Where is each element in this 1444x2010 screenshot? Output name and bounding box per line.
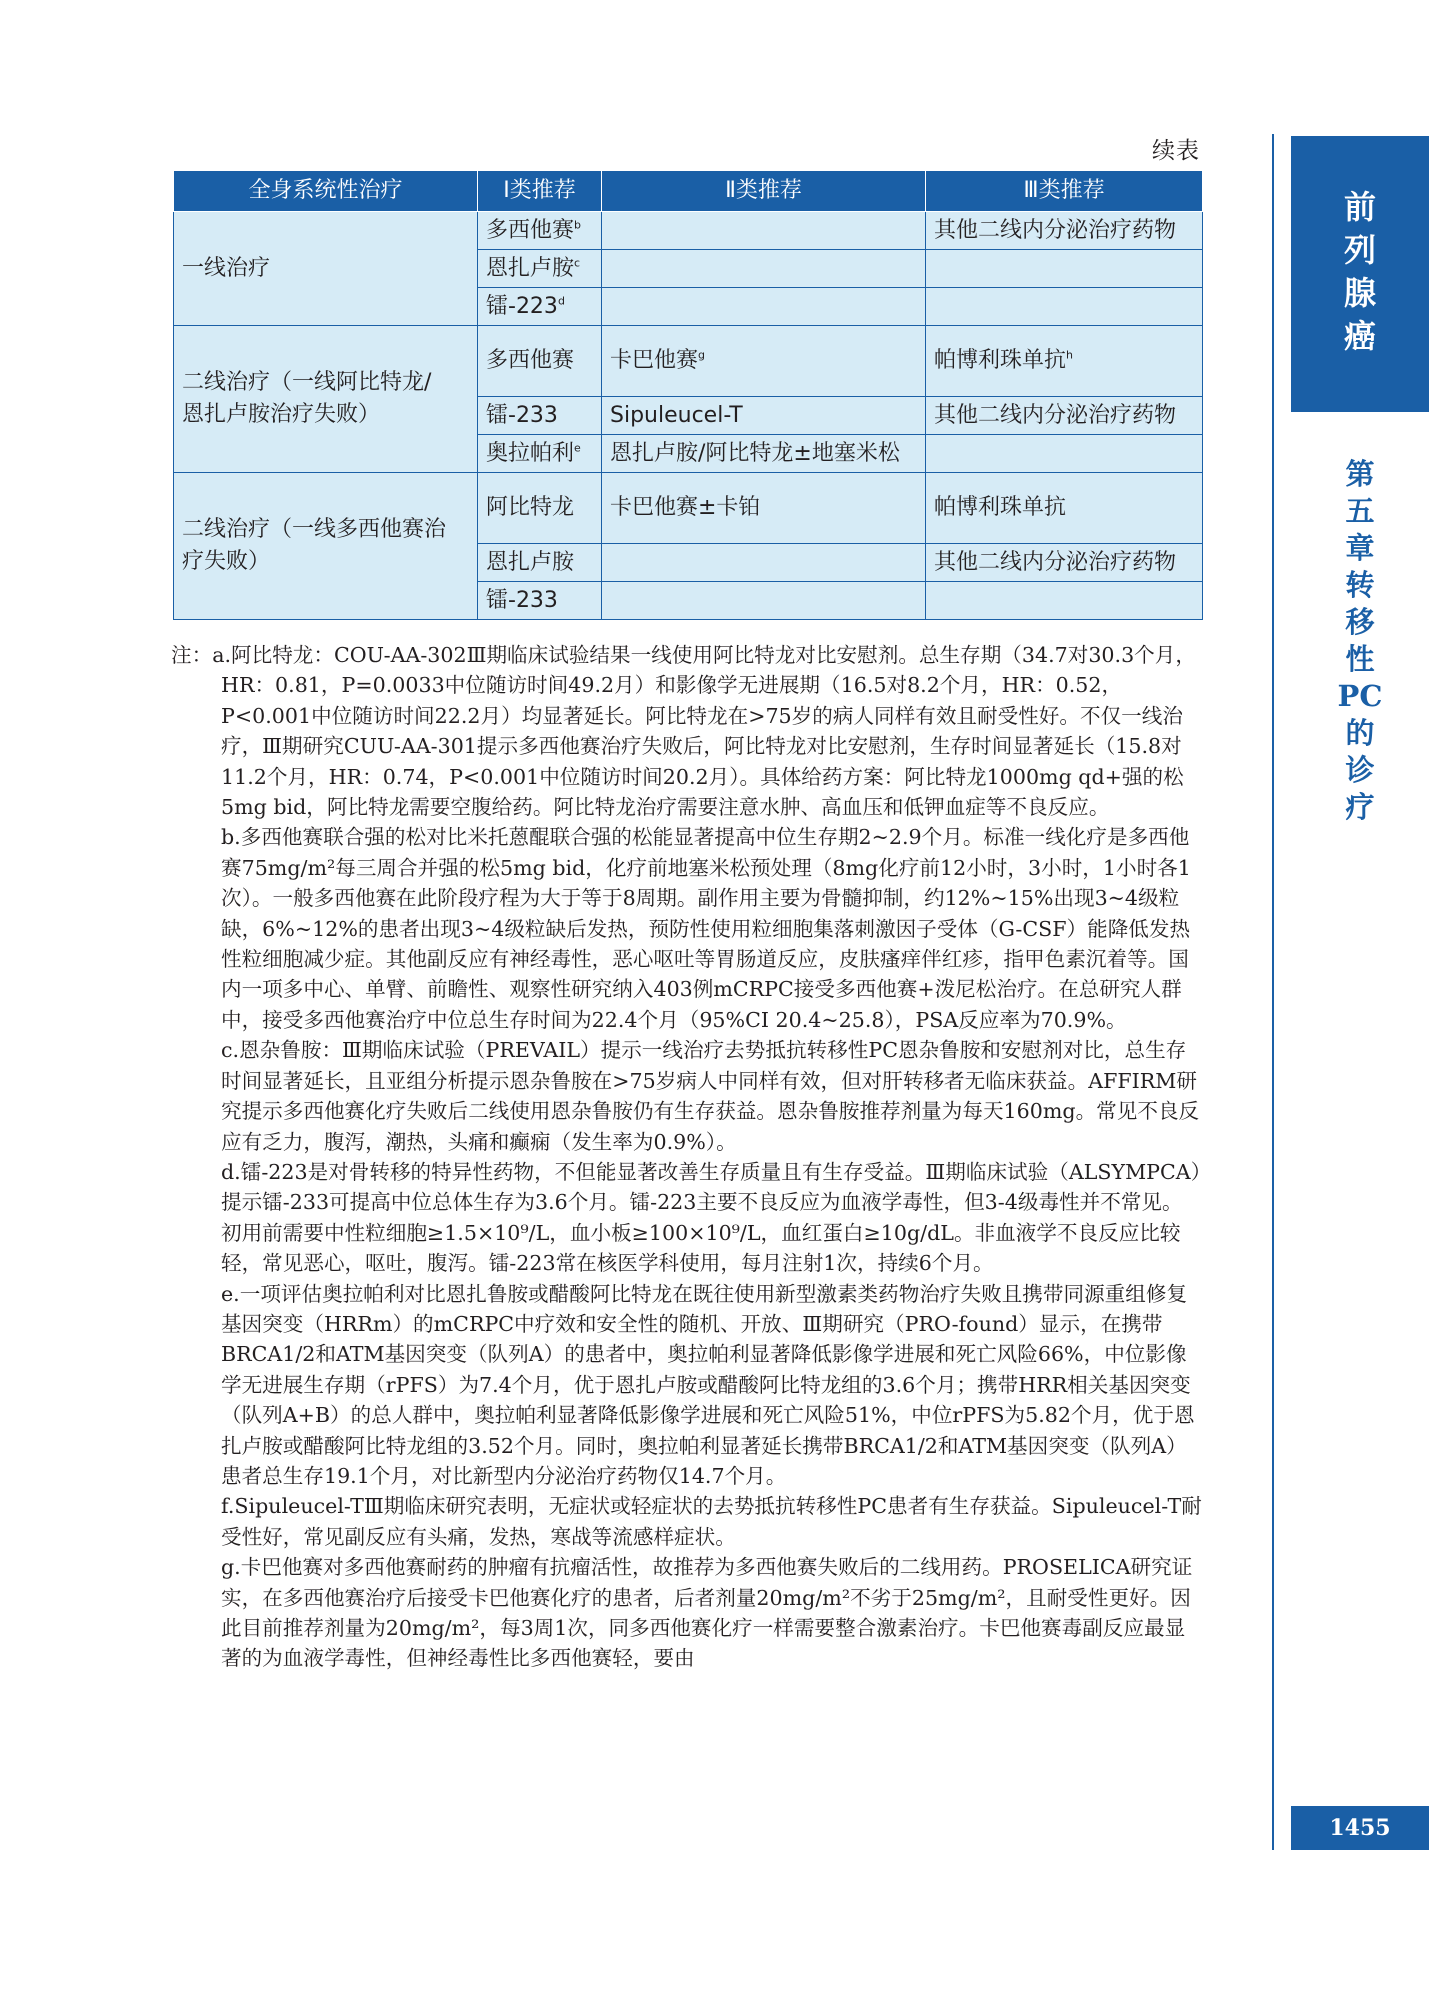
header-class-1: Ⅰ类推荐 xyxy=(478,171,602,212)
chapter-title: 第五章 转移性PC的诊疗 xyxy=(1337,457,1404,824)
category-cell xyxy=(174,326,478,473)
category-cell xyxy=(174,212,478,326)
table-header-row xyxy=(174,171,1203,212)
category-line: 恩扎卢胺治疗失败） xyxy=(182,402,381,427)
class1-cell: 多西他赛 xyxy=(478,326,602,397)
table-row xyxy=(174,326,1203,397)
class3-cell: 其他二线内分泌治疗药物 xyxy=(926,212,1203,250)
class1-cell: 镭-233 xyxy=(478,582,602,620)
category-line: 疗失败） xyxy=(182,549,271,574)
class2-cell: 卡巴他赛$^g$ xyxy=(602,326,926,397)
class3-cell xyxy=(926,288,1203,326)
class1-cell: 奥拉帕利$^e$ xyxy=(478,435,602,473)
continued-label: 续表 xyxy=(1152,138,1200,164)
page-number: 1455 xyxy=(1291,1806,1429,1850)
class1-cell: 阿比特龙 xyxy=(478,473,602,544)
class1-cell: 恩扎卢胺$^c$ xyxy=(478,250,602,288)
category-line: 二线治疗（一线阿比特龙/ xyxy=(182,370,432,395)
note-g: g.卡巴他赛对多西他赛耐药的肿瘤有抗瘤活性，故推荐为多西他赛失败后的二线用药。PROSELICA研究证实，在多西他赛治疗后接受卡巴他赛化疗的患者，后者剂量20mg/m²不劣于25mg/m²，且耐受性更好。因此目前推荐剂量为20mg/m²，每3周1次，同多西他赛化疗一样需要整合激素治疗。卡巴他赛毒副反应最显著的为血液学毒性，但神经毒性比多西他赛轻，要由 xyxy=(221,1555,1193,1671)
header-systemic-therapy: 全身系统性治疗 xyxy=(174,171,478,212)
section-tab xyxy=(1291,136,1429,412)
note-b: b.多西他赛联合强的松对比米托蒽醌联合强的松能显著提高中位生存期2~2.9个月。标准一线化疗是多西他赛75mg/m²每三周合并强的松5mg bid，化疗前地塞米松预处理（8mg化疗前12小时，3小时，1小时各1次）。一般多西他赛在此阶段疗程为大于等于8周期。副作用主要为骨髓抑制，约12%~15%出现3~4级粒缺，6%~12%的患者出现3~4级粒缺后发热，预防性使用粒细胞集落刺激因子受体（G-CSF）能降低发热性粒细胞减少症。其他副反应有神经毒性，恶心呕吐等胃肠道反应，皮肤瘙痒伴红疹，指甲色素沉着等。国内一项多中心、单臂、前瞻性、观察性研究纳入403例mCRPC接受多西他赛+泼尼松治疗。在总研究人群中，接受多西他赛治疗中位总生存时间为22.4个月（95%CI 20.4~25.8），PSA反应率为70.9%。 xyxy=(221,825,1191,1032)
class3-cell: 其他二线内分泌治疗药物 xyxy=(926,397,1203,435)
class2-cell xyxy=(602,288,926,326)
category-cell xyxy=(174,473,478,620)
class3-cell: 其他二线内分泌治疗药物 xyxy=(926,544,1203,582)
class1-cell: 恩扎卢胺 xyxy=(478,544,602,582)
class3-cell xyxy=(926,582,1203,620)
class2-cell xyxy=(602,544,926,582)
class2-cell: 卡巴他赛±卡铂 xyxy=(602,473,926,544)
class3-cell: 帕博利珠单抗 xyxy=(926,473,1203,544)
header-class-2: Ⅱ类推荐 xyxy=(602,171,926,212)
class3-cell: 帕博利珠单抗$^h$ xyxy=(926,326,1203,397)
class1-cell: 镭-223$^d$ xyxy=(478,288,602,326)
note-e: e.一项评估奥拉帕利对比恩扎鲁胺或醋酸阿比特龙在既往使用新型激素类药物治疗失败且携带同源重组修复基因突变（HRRm）的mCRPC中疗效和安全性的随机、开放、Ⅲ期研究（PRO-found）显示，在携带BRCA1/2和ATM基因突变（队列A）的患者中，奥拉帕利显著降低影像学进展和死亡风险66%，中位影像学无进展生存期（rPFS）为7.4个月，优于恩扎卢胺或醋酸阿比特龙组的3.6个月；携带HRR相关基因突变（队列A+B）的总人群中，奥拉帕利显著降低影像学进展和死亡风险51%，中位rPFS为5.82个月，优于恩扎卢胺或醋酸阿比特龙组的3.52个月。同时，奥拉帕利显著延长携带BRCA1/2和ATM基因突变（队列A）患者总生存19.1个月，对比新型内分泌治疗药物仅14.7个月。 xyxy=(221,1281,1195,1488)
recommendation-table xyxy=(173,170,1203,620)
note-a: 注：a.阿比特龙：COU-AA-302Ⅲ期临床试验结果一线使用阿比特龙对比安慰剂。总生存期（34.7对30.3个月，HR：0.81，P=0.0033中位随访时间49.2月）和影像学无进展期（16.5对8.2个月，HR：0.52，P<0.001中位随访时间22.2月）均显著延长。阿比特龙在>75岁的病人同样有效且耐受性好。不仅一线治疗，Ⅲ期研究CUU-AA-301提示多西他赛治疗失败后，阿比特龙对比安慰剂，生存时间显著延长（15.8对11.2个月，HR：0.74，P<0.001中位随访时间20.2月）。具体给药方案：阿比特龙1000mg qd+强的松5mg bid，阿比特龙需要空腹给药。阿比特龙治疗需要注意水肿、高血压和低钾血症等不良反应。 xyxy=(171,643,1196,820)
class1-cell: 镭-233 xyxy=(478,397,602,435)
note-f: f.Sipuleucel-TⅢ期临床研究表明，无症状或轻症状的去势抵抗转移性PC患者有生存获益。Sipuleucel-T耐受性好，常见副反应有头痛，发热，寒战等流感样症状。 xyxy=(221,1494,1202,1549)
table-row xyxy=(174,212,1203,250)
sidebar-divider xyxy=(1272,134,1274,1850)
note-d: d.镭-223是对骨转移的特异性药物，不但能显著改善生存质量且有生存受益。Ⅲ期临床试验（ALSYMPCA）提示镭-233可提高中位总体生存为3.6个月。镭-223主要不良反应为血液学毒性，但3-4级毒性并不常见。初用前需要中性粒细胞≥1.5×10⁹/L，血小板≥100×10⁹/L，血红蛋白≥10g/dL。非血液学不良反应比较轻，常见恶心，呕吐，腹泻。镭-223常在核医学科使用，每月注射1次，持续6个月。 xyxy=(221,1159,1201,1276)
header-class-3: Ⅲ类推荐 xyxy=(926,171,1203,212)
class1-cell: 多西他赛$^b$ xyxy=(478,212,602,250)
class2-cell xyxy=(602,250,926,288)
table-row xyxy=(174,473,1203,544)
class3-cell xyxy=(926,250,1203,288)
category-line: 二线治疗（一线多西他赛治 xyxy=(182,517,447,542)
note-c: c.恩杂鲁胺：Ⅲ期临床试验（PREVAIL）提示一线治疗去势抵抗转移性PC恩杂鲁胺和安慰剂对比，总生存时间显著延长，且亚组分析提示恩杂鲁胺在>75岁病人中同样有效，但对肝转移者无临床获益。AFFIRM研究提示多西他赛化疗失败后二线使用恩杂鲁胺仍有生存获益。恩杂鲁胺推荐剂量为每天160mg。常见不良反应有乏力，腹泻，潮热，头痛和癫痫（发生率为0.9%）。 xyxy=(221,1038,1200,1154)
table-notes xyxy=(171,640,1203,1674)
notes-prefix: 注： xyxy=(171,643,213,667)
class2-cell: 恩扎卢胺/阿比特龙±地塞米松 xyxy=(602,435,926,473)
class2-cell xyxy=(602,582,926,620)
section-title: 前列腺癌 xyxy=(1343,188,1376,355)
class3-cell xyxy=(926,435,1203,473)
class2-cell: Sipuleucel-T xyxy=(602,397,926,435)
category-line: 一线治疗 xyxy=(182,255,271,281)
class2-cell xyxy=(602,212,926,250)
